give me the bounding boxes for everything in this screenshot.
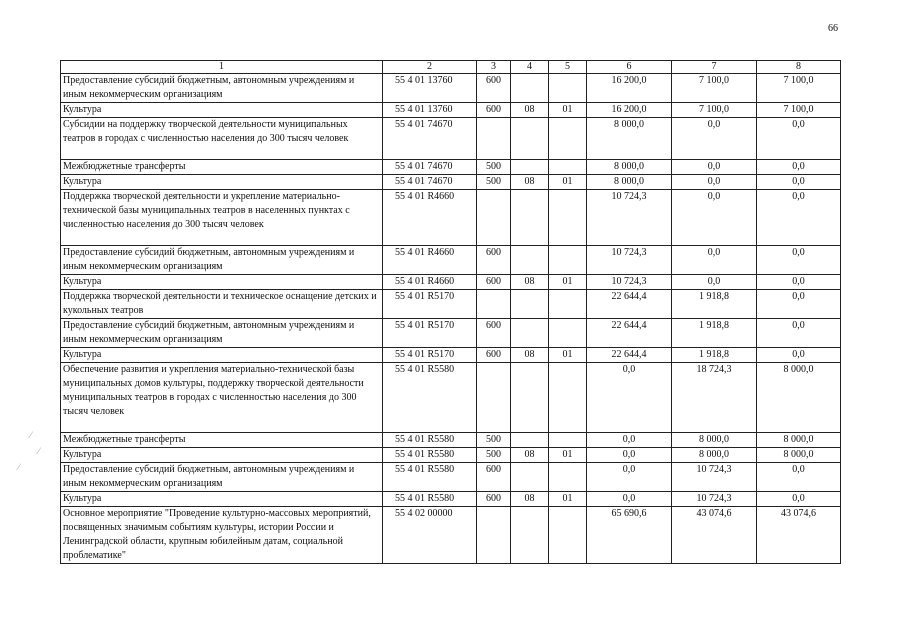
row-name-cell: Культура bbox=[61, 175, 383, 190]
column-header: 7 bbox=[672, 61, 757, 74]
row-name-cell: Культура bbox=[61, 103, 383, 118]
row-col7-cell: 7 100,0 bbox=[672, 103, 757, 118]
row-col5-cell: 01 bbox=[549, 492, 587, 507]
row-name-cell: Основное мероприятие "Проведение культурно-массовых мероприятий, посвященных значимым событиям культуры, истории России и Ленинградской области, крупным юбилейным датам, социальной проблематике" bbox=[61, 507, 383, 564]
row-col3-cell: 600 bbox=[477, 275, 511, 290]
row-col6-cell: 22 644,4 bbox=[587, 319, 672, 348]
row-col7-cell: 18 724,3 bbox=[672, 363, 757, 433]
row-col8-cell: 8 000,0 bbox=[757, 433, 841, 448]
row-col7-cell: 1 918,8 bbox=[672, 290, 757, 319]
row-name-cell: Поддержка творческой деятельности и укрепление материально-технической базы муниципальных театров в населенных пунктах с численностью населения до 300 тысяч человек bbox=[61, 190, 383, 246]
row-col4-cell: 08 bbox=[511, 175, 549, 190]
table-row bbox=[61, 363, 841, 433]
row-col3-cell bbox=[477, 118, 511, 160]
row-col3-cell: 500 bbox=[477, 448, 511, 463]
row-code-cell: 55 4 01 R4660 bbox=[383, 190, 477, 246]
row-col5-cell bbox=[549, 290, 587, 319]
row-col3-cell: 600 bbox=[477, 463, 511, 492]
row-code-cell: 55 4 02 00000 bbox=[383, 507, 477, 564]
row-col4-cell bbox=[511, 160, 549, 175]
row-col3-cell: 600 bbox=[477, 319, 511, 348]
row-col7-cell: 8 000,0 bbox=[672, 448, 757, 463]
row-col3-cell: 600 bbox=[477, 348, 511, 363]
row-col5-cell: 01 bbox=[549, 275, 587, 290]
row-col8-cell: 7 100,0 bbox=[757, 74, 841, 103]
row-col7-cell: 0,0 bbox=[672, 160, 757, 175]
table-row bbox=[61, 492, 841, 507]
row-col7-cell: 10 724,3 bbox=[672, 463, 757, 492]
table-row bbox=[61, 319, 841, 348]
row-name-cell: Культура bbox=[61, 275, 383, 290]
scan-mark: ⁄ bbox=[18, 462, 20, 472]
row-col5-cell bbox=[549, 118, 587, 160]
table-row bbox=[61, 103, 841, 118]
row-name-cell: Предоставление субсидий бюджетным, автономным учреждениям и иным некоммерческим организациям bbox=[61, 463, 383, 492]
column-header: 3 bbox=[477, 61, 511, 74]
row-name-cell: Культура bbox=[61, 492, 383, 507]
row-col6-cell: 8 000,0 bbox=[587, 175, 672, 190]
row-col4-cell: 08 bbox=[511, 448, 549, 463]
row-code-cell: 55 4 01 74670 bbox=[383, 175, 477, 190]
row-col8-cell: 0,0 bbox=[757, 190, 841, 246]
row-col7-cell: 0,0 bbox=[672, 175, 757, 190]
row-col7-cell: 0,0 bbox=[672, 246, 757, 275]
row-col5-cell: 01 bbox=[549, 175, 587, 190]
column-header: 8 bbox=[757, 61, 841, 74]
row-code-cell: 55 4 01 74670 bbox=[383, 160, 477, 175]
row-col4-cell bbox=[511, 290, 549, 319]
row-name-cell: Предоставление субсидий бюджетным, автономным учреждениям и иным некоммерческим организациям bbox=[61, 74, 383, 103]
row-col6-cell: 8 000,0 bbox=[587, 160, 672, 175]
row-col6-cell: 22 644,4 bbox=[587, 348, 672, 363]
row-col4-cell: 08 bbox=[511, 275, 549, 290]
row-code-cell: 55 4 01 R4660 bbox=[383, 246, 477, 275]
row-col5-cell bbox=[549, 74, 587, 103]
row-col7-cell: 43 074,6 bbox=[672, 507, 757, 564]
row-col5-cell bbox=[549, 433, 587, 448]
row-col5-cell bbox=[549, 463, 587, 492]
row-col4-cell: 08 bbox=[511, 492, 549, 507]
row-col3-cell: 600 bbox=[477, 492, 511, 507]
table-row bbox=[61, 463, 841, 492]
row-col4-cell bbox=[511, 190, 549, 246]
row-col4-cell bbox=[511, 74, 549, 103]
row-col3-cell: 500 bbox=[477, 160, 511, 175]
row-col6-cell: 8 000,0 bbox=[587, 118, 672, 160]
row-col3-cell bbox=[477, 290, 511, 319]
row-col7-cell: 0,0 bbox=[672, 190, 757, 246]
table-row bbox=[61, 433, 841, 448]
column-header: 2 bbox=[383, 61, 477, 74]
scan-mark: ⁄ bbox=[30, 430, 32, 440]
row-col8-cell: 0,0 bbox=[757, 160, 841, 175]
table-row bbox=[61, 290, 841, 319]
row-col8-cell: 0,0 bbox=[757, 463, 841, 492]
row-col7-cell: 10 724,3 bbox=[672, 492, 757, 507]
row-name-cell: Предоставление субсидий бюджетным, автономным учреждениям и иным некоммерческим организациям bbox=[61, 246, 383, 275]
row-col8-cell: 0,0 bbox=[757, 348, 841, 363]
row-col4-cell bbox=[511, 319, 549, 348]
row-col8-cell: 0,0 bbox=[757, 118, 841, 160]
row-col3-cell bbox=[477, 190, 511, 246]
row-col8-cell: 0,0 bbox=[757, 290, 841, 319]
column-header: 5 bbox=[549, 61, 587, 74]
table-row bbox=[61, 74, 841, 103]
row-name-cell: Поддержка творческой деятельности и техническое оснащение детских и кукольных театров bbox=[61, 290, 383, 319]
row-col8-cell: 0,0 bbox=[757, 319, 841, 348]
table-row bbox=[61, 160, 841, 175]
table-row bbox=[61, 448, 841, 463]
row-code-cell: 55 4 01 74670 bbox=[383, 118, 477, 160]
row-code-cell: 55 4 01 R5580 bbox=[383, 492, 477, 507]
row-col4-cell bbox=[511, 246, 549, 275]
row-name-cell: Обеспечение развития и укрепления материально-технической базы муниципальных домов культуры, поддержку творческой деятельности муниципальных театров в городах с численностью населения до 300 тысяч человек bbox=[61, 363, 383, 433]
row-col4-cell: 08 bbox=[511, 103, 549, 118]
row-code-cell: 55 4 01 R4660 bbox=[383, 275, 477, 290]
row-col3-cell bbox=[477, 363, 511, 433]
row-code-cell: 55 4 01 R5170 bbox=[383, 319, 477, 348]
row-col8-cell: 0,0 bbox=[757, 275, 841, 290]
row-code-cell: 55 4 01 R5170 bbox=[383, 348, 477, 363]
row-name-cell: Предоставление субсидий бюджетным, автономным учреждениям и иным некоммерческим организациям bbox=[61, 319, 383, 348]
row-col3-cell: 500 bbox=[477, 433, 511, 448]
row-code-cell: 55 4 01 13760 bbox=[383, 103, 477, 118]
table-row bbox=[61, 246, 841, 275]
row-col8-cell: 0,0 bbox=[757, 492, 841, 507]
table-row bbox=[61, 348, 841, 363]
row-col3-cell: 500 bbox=[477, 175, 511, 190]
row-col8-cell: 43 074,6 bbox=[757, 507, 841, 564]
row-col4-cell bbox=[511, 363, 549, 433]
row-col5-cell bbox=[549, 507, 587, 564]
row-col6-cell: 65 690,6 bbox=[587, 507, 672, 564]
row-col5-cell: 01 bbox=[549, 103, 587, 118]
row-name-cell: Культура bbox=[61, 448, 383, 463]
table-row bbox=[61, 190, 841, 246]
budget-table bbox=[60, 60, 841, 564]
row-code-cell: 55 4 01 R5580 bbox=[383, 433, 477, 448]
row-col8-cell: 0,0 bbox=[757, 246, 841, 275]
row-col7-cell: 8 000,0 bbox=[672, 433, 757, 448]
row-col8-cell: 8 000,0 bbox=[757, 448, 841, 463]
row-col7-cell: 0,0 bbox=[672, 275, 757, 290]
table-body bbox=[61, 74, 841, 564]
row-col6-cell: 0,0 bbox=[587, 463, 672, 492]
row-col3-cell bbox=[477, 507, 511, 564]
column-header-row bbox=[61, 61, 841, 74]
row-name-cell: Межбюджетные трансферты bbox=[61, 433, 383, 448]
table-row bbox=[61, 507, 841, 564]
row-col5-cell bbox=[549, 190, 587, 246]
row-col6-cell: 10 724,3 bbox=[587, 190, 672, 246]
row-code-cell: 55 4 01 R5170 bbox=[383, 290, 477, 319]
row-col4-cell bbox=[511, 463, 549, 492]
row-code-cell: 55 4 01 13760 bbox=[383, 74, 477, 103]
row-col7-cell: 0,0 bbox=[672, 118, 757, 160]
row-col5-cell: 01 bbox=[549, 448, 587, 463]
row-col8-cell: 8 000,0 bbox=[757, 363, 841, 433]
table-row bbox=[61, 275, 841, 290]
row-col5-cell: 01 bbox=[549, 348, 587, 363]
row-col6-cell: 0,0 bbox=[587, 433, 672, 448]
row-col4-cell bbox=[511, 433, 549, 448]
row-name-cell: Субсидии на поддержку творческой деятельности муниципальных театров в городах с численностью населения до 300 тысяч человек bbox=[61, 118, 383, 160]
column-header: 6 bbox=[587, 61, 672, 74]
row-col4-cell bbox=[511, 118, 549, 160]
row-col6-cell: 0,0 bbox=[587, 363, 672, 433]
row-col4-cell bbox=[511, 507, 549, 564]
row-name-cell: Межбюджетные трансферты bbox=[61, 160, 383, 175]
row-col5-cell bbox=[549, 319, 587, 348]
table-row bbox=[61, 118, 841, 160]
row-col4-cell: 08 bbox=[511, 348, 549, 363]
row-code-cell: 55 4 01 R5580 bbox=[383, 463, 477, 492]
row-col7-cell: 1 918,8 bbox=[672, 348, 757, 363]
table-row bbox=[61, 175, 841, 190]
row-col3-cell: 600 bbox=[477, 74, 511, 103]
row-col6-cell: 0,0 bbox=[587, 492, 672, 507]
row-col5-cell bbox=[549, 363, 587, 433]
row-col6-cell: 10 724,3 bbox=[587, 275, 672, 290]
row-col8-cell: 0,0 bbox=[757, 175, 841, 190]
row-col8-cell: 7 100,0 bbox=[757, 103, 841, 118]
row-col7-cell: 7 100,0 bbox=[672, 74, 757, 103]
row-code-cell: 55 4 01 R5580 bbox=[383, 448, 477, 463]
row-col3-cell: 600 bbox=[477, 246, 511, 275]
row-col5-cell bbox=[549, 160, 587, 175]
row-col6-cell: 16 200,0 bbox=[587, 103, 672, 118]
row-col6-cell: 16 200,0 bbox=[587, 74, 672, 103]
column-header: 1 bbox=[61, 61, 383, 74]
row-col6-cell: 0,0 bbox=[587, 448, 672, 463]
row-code-cell: 55 4 01 R5580 bbox=[383, 363, 477, 433]
row-col7-cell: 1 918,8 bbox=[672, 319, 757, 348]
row-col6-cell: 10 724,3 bbox=[587, 246, 672, 275]
row-col6-cell: 22 644,4 bbox=[587, 290, 672, 319]
row-col5-cell bbox=[549, 246, 587, 275]
scan-mark: ⁄ bbox=[38, 446, 40, 456]
page-number: 66 bbox=[828, 23, 838, 34]
column-header: 4 bbox=[511, 61, 549, 74]
row-name-cell: Культура bbox=[61, 348, 383, 363]
row-col3-cell: 600 bbox=[477, 103, 511, 118]
